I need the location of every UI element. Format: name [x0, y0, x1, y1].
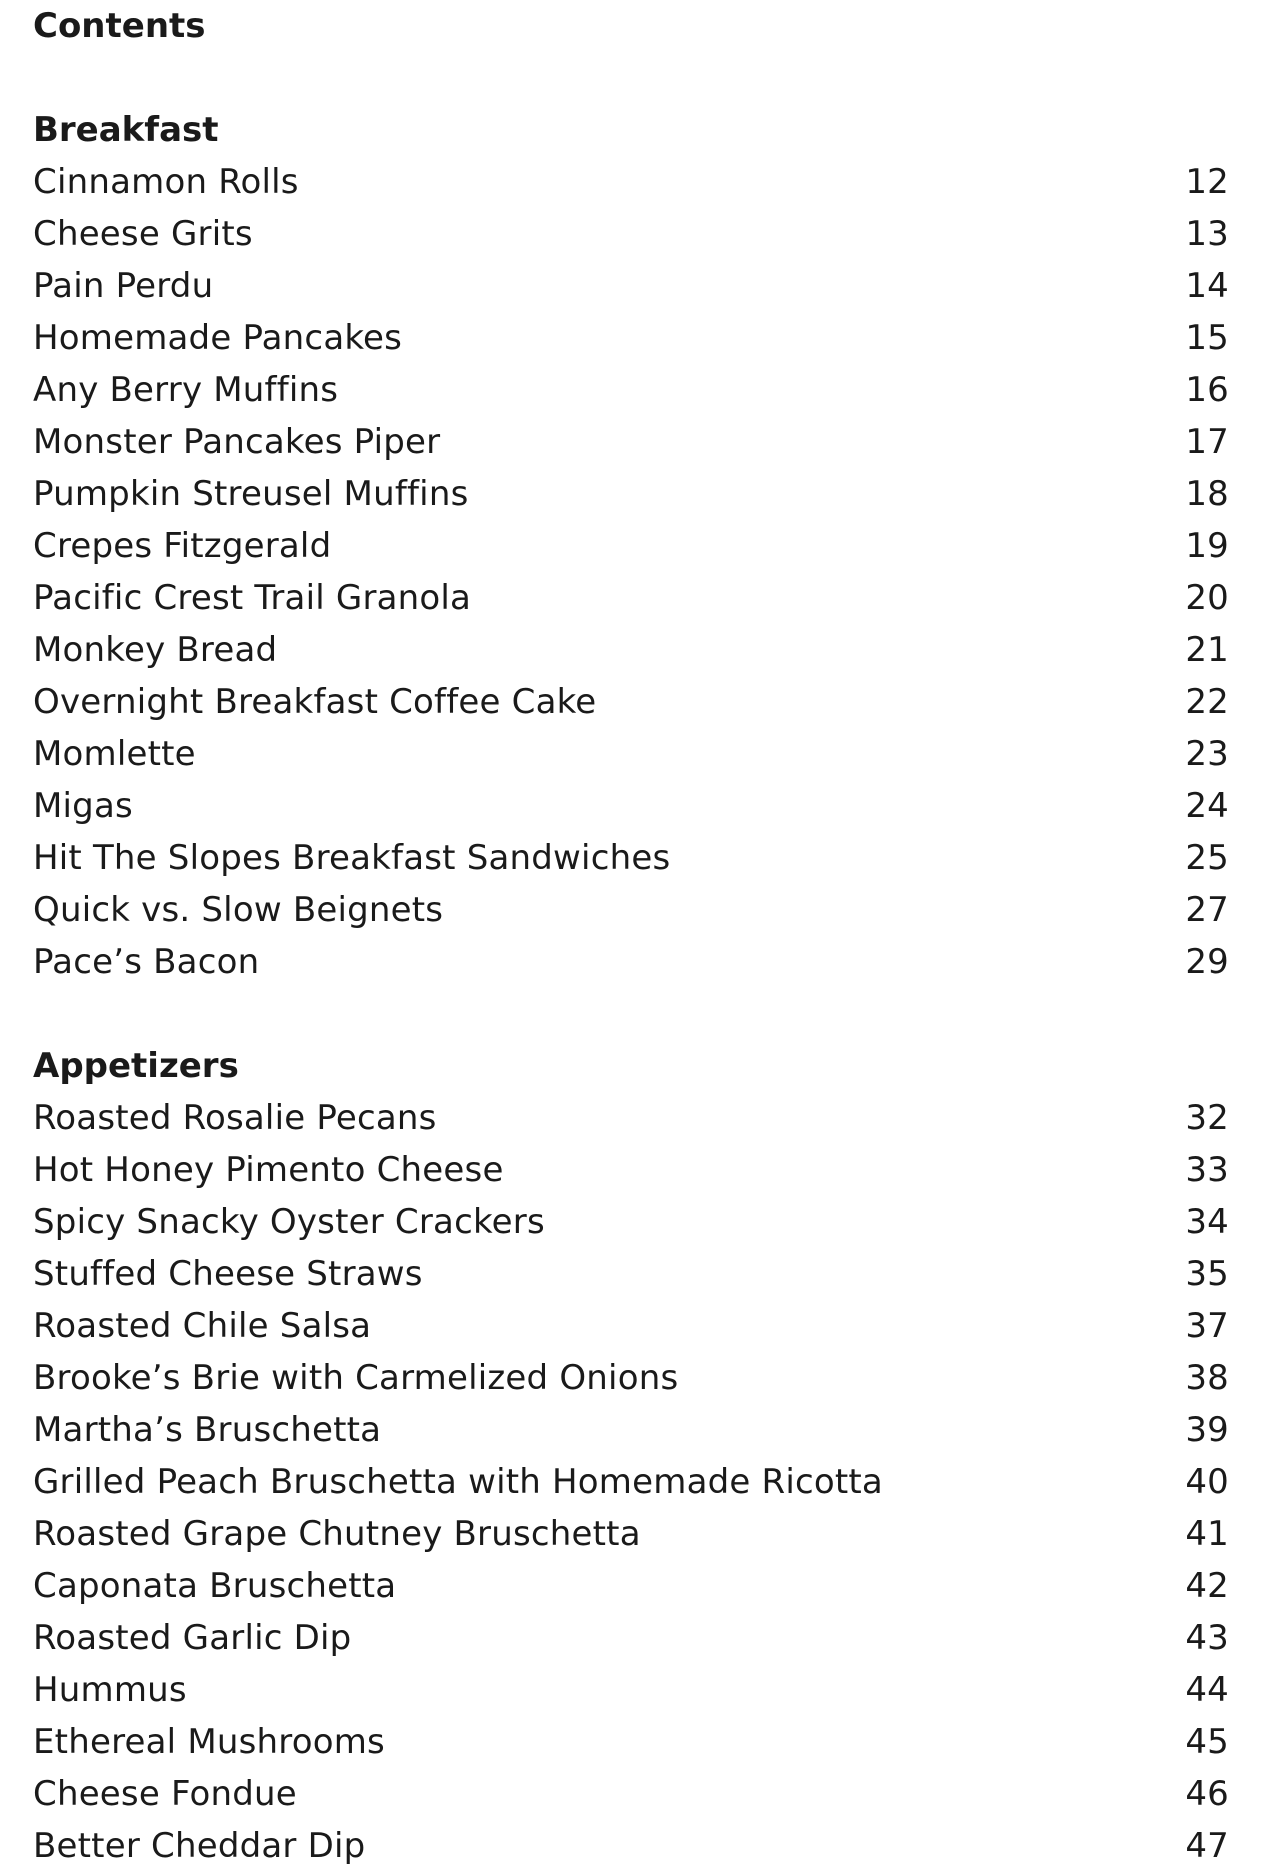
toc-entry[interactable] — [33, 780, 1229, 832]
entry-title: Pumpkin Streusel Muffins — [33, 474, 469, 514]
entry-title: Spicy Snacky Oyster Crackers — [33, 1202, 545, 1242]
toc-entry[interactable] — [33, 1456, 1229, 1508]
entry-page-number: 47 — [1185, 1826, 1229, 1866]
toc-entry[interactable] — [33, 572, 1229, 624]
page-title: Contents — [33, 6, 206, 46]
section-appetizers — [33, 1040, 1229, 1872]
entry-page-number: 46 — [1185, 1774, 1229, 1814]
entry-title: Migas — [33, 786, 133, 826]
entry-title: Cheese Fondue — [33, 1774, 297, 1814]
entry-title: Ethereal Mushrooms — [33, 1722, 385, 1762]
entry-page-number: 21 — [1185, 630, 1229, 670]
entry-title: Cheese Grits — [33, 214, 253, 254]
entry-page-number: 13 — [1185, 214, 1229, 254]
entry-page-number: 35 — [1185, 1254, 1229, 1294]
entry-page-number: 37 — [1185, 1306, 1229, 1346]
entry-title: Monkey Bread — [33, 630, 278, 670]
entry-page-number: 34 — [1185, 1202, 1229, 1242]
toc-entry[interactable] — [33, 884, 1229, 936]
entry-title: Quick vs. Slow Beignets — [33, 890, 444, 930]
entry-title: Overnight Breakfast Coffee Cake — [33, 682, 597, 722]
entry-title: Hit The Slopes Breakfast Sandwiches — [33, 838, 671, 878]
entry-title: Monster Pancakes Piper — [33, 422, 441, 462]
table-of-contents — [33, 0, 1229, 1872]
toc-entry[interactable] — [33, 832, 1229, 884]
entry-page-number: 22 — [1185, 682, 1229, 722]
entry-page-number: 42 — [1185, 1566, 1229, 1606]
toc-entry[interactable] — [33, 156, 1229, 208]
entry-title: Stuffed Cheese Straws — [33, 1254, 423, 1294]
entry-title: Cinnamon Rolls — [33, 162, 299, 202]
toc-entry[interactable] — [33, 520, 1229, 572]
toc-entry[interactable] — [33, 728, 1229, 780]
entry-page-number: 39 — [1185, 1410, 1229, 1450]
toc-entry[interactable] — [33, 1768, 1229, 1820]
entry-title: Pace’s Bacon — [33, 942, 260, 982]
toc-entry[interactable] — [33, 1248, 1229, 1300]
toc-entry[interactable] — [33, 312, 1229, 364]
section-breakfast — [33, 104, 1229, 988]
entry-page-number: 18 — [1185, 474, 1229, 514]
entry-page-number: 23 — [1185, 734, 1229, 774]
entry-page-number: 25 — [1185, 838, 1229, 878]
toc-entry[interactable] — [33, 1144, 1229, 1196]
toc-entry[interactable] — [33, 1716, 1229, 1768]
toc-entry[interactable] — [33, 1664, 1229, 1716]
entry-page-number: 43 — [1185, 1618, 1229, 1658]
toc-entry[interactable] — [33, 1352, 1229, 1404]
section-heading: Appetizers — [33, 1046, 239, 1086]
toc-entry[interactable] — [33, 1196, 1229, 1248]
entry-title: Pain Perdu — [33, 266, 214, 306]
entry-page-number: 29 — [1185, 942, 1229, 982]
toc-entry[interactable] — [33, 676, 1229, 728]
entry-page-number: 32 — [1185, 1098, 1229, 1138]
toc-entry[interactable] — [33, 1508, 1229, 1560]
entry-title: Hummus — [33, 1670, 187, 1710]
entry-page-number: 38 — [1185, 1358, 1229, 1398]
entry-title: Roasted Chile Salsa — [33, 1306, 372, 1346]
entry-page-number: 45 — [1185, 1722, 1229, 1762]
entry-title: Martha’s Bruschetta — [33, 1410, 382, 1450]
entry-title: Caponata Bruschetta — [33, 1566, 397, 1606]
entry-page-number: 15 — [1185, 318, 1229, 358]
entry-page-number: 27 — [1185, 890, 1229, 930]
toc-entry[interactable] — [33, 624, 1229, 676]
toc-entry[interactable] — [33, 1092, 1229, 1144]
toc-entry[interactable] — [33, 468, 1229, 520]
entry-page-number: 16 — [1185, 370, 1229, 410]
toc-entry[interactable] — [33, 1612, 1229, 1664]
entry-page-number: 20 — [1185, 578, 1229, 618]
toc-entry[interactable] — [33, 364, 1229, 416]
entry-title: Grilled Peach Bruschetta with Homemade Ricotta — [33, 1462, 883, 1502]
entry-title: Crepes Fitzgerald — [33, 526, 332, 566]
sections-container — [33, 104, 1229, 1872]
toc-entry[interactable] — [33, 416, 1229, 468]
entry-title: Roasted Rosalie Pecans — [33, 1098, 437, 1138]
entry-page-number: 12 — [1185, 162, 1229, 202]
entry-page-number: 41 — [1185, 1514, 1229, 1554]
entry-title: Hot Honey Pimento Cheese — [33, 1150, 504, 1190]
entry-page-number: 40 — [1185, 1462, 1229, 1502]
entry-page-number: 24 — [1185, 786, 1229, 826]
toc-entry[interactable] — [33, 260, 1229, 312]
entry-title: Roasted Grape Chutney Bruschetta — [33, 1514, 641, 1554]
toc-entry[interactable] — [33, 208, 1229, 260]
toc-entry[interactable] — [33, 1820, 1229, 1872]
section-heading: Breakfast — [33, 110, 219, 150]
entry-page-number: 44 — [1185, 1670, 1229, 1710]
entry-page-number: 33 — [1185, 1150, 1229, 1190]
entry-title: Roasted Garlic Dip — [33, 1618, 352, 1658]
toc-entry[interactable] — [33, 1560, 1229, 1612]
entry-title: Homemade Pancakes — [33, 318, 403, 358]
entry-title: Brooke’s Brie with Carmelized Onions — [33, 1358, 679, 1398]
entry-title: Pacific Crest Trail Granola — [33, 578, 472, 618]
entry-page-number: 17 — [1185, 422, 1229, 462]
entry-title: Any Berry Muffins — [33, 370, 339, 410]
entry-title: Momlette — [33, 734, 196, 774]
toc-entry[interactable] — [33, 1300, 1229, 1352]
entry-page-number: 14 — [1185, 266, 1229, 306]
entry-page-number: 19 — [1185, 526, 1229, 566]
toc-entry[interactable] — [33, 1404, 1229, 1456]
entry-title: Better Cheddar Dip — [33, 1826, 366, 1866]
toc-entry[interactable] — [33, 936, 1229, 988]
